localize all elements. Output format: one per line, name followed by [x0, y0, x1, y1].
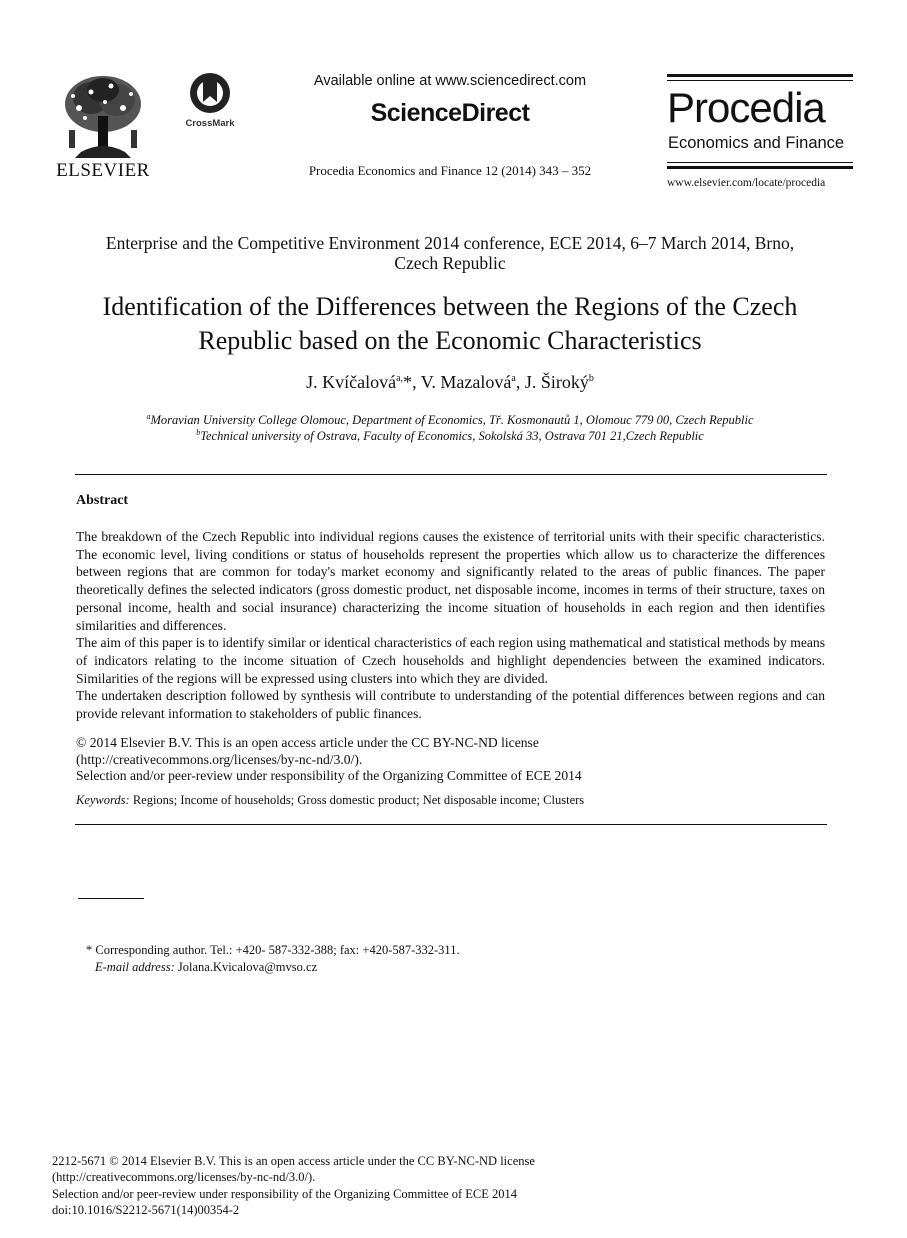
email-address[interactable]: Jolana.Kvicalova@mvso.cz [177, 959, 318, 974]
license-line-1: © 2014 Elsevier B.V. This is an open access article under the CC BY-NC-ND license [76, 735, 539, 750]
abstract-body [76, 528, 825, 723]
sciencedirect-logo[interactable]: ScienceDirect [370, 99, 530, 127]
procedia-top-thin-rule [667, 80, 853, 81]
author-separator: , [515, 372, 525, 392]
imprint-doi[interactable]: doi:10.1016/S2212-5671(14)00354-2 [52, 1202, 240, 1217]
keywords [76, 793, 825, 808]
procedia-bottom-rule [667, 166, 853, 169]
procedia-title: Procedia [667, 84, 825, 131]
affiliation-a [60, 412, 840, 428]
conference-line-1: Enterprise and the Competitive Environment 2014 conference, ECE 2014, 6–7 March 2014, Brno, [105, 233, 795, 253]
author-separator: , [412, 372, 421, 392]
procedia-bottom-thin-rule [667, 162, 853, 163]
keywords-text: Regions; Income of households; Gross domestic product; Net disposable income; Clusters [132, 793, 585, 807]
elsevier-tree-icon [61, 72, 145, 158]
abstract-top-rule [75, 474, 827, 475]
license-notice [76, 735, 825, 785]
author-name: J. Kvíčalová [306, 372, 397, 392]
imprint-issn-line: 2212-5671 © 2014 Elsevier B.V. This is an open access article under the CC BY-NC-ND license [52, 1154, 535, 1168]
abstract-paragraph: The undertaken description followed by synthesis will contribute to understanding of the potential differences between regions and can provide relevant information to stakeholders of public finances. [76, 688, 825, 722]
affiliation-sup: a [146, 412, 151, 421]
footnote-contact: * Corresponding author. Tel.: +420- 587-332-388; fax: +420-587-332-311. [86, 943, 460, 957]
procedia-subtitle: Economics and Finance [668, 134, 845, 152]
affiliation-text: Moravian University College Olomouc, Department of Economics, Tř. Kosmonautů 1, Olomouc 779 00, Czech Republic [150, 413, 754, 428]
affiliation-text: Technical university of Ostrava, Faculty of Economics, Sokolská 33, Ostrava 701 21,Czech Republic [200, 429, 704, 444]
abstract-heading: Abstract [76, 493, 129, 508]
imprint-review-line: Selection and/or peer-review under responsibility of the Organizing Committee of ECE 2014 [52, 1186, 518, 1201]
available-online-text[interactable]: Available online at www.sciencedirect.com [313, 73, 587, 89]
abstract-paragraph: The aim of this paper is to identify similar or identical characteristics of each region using mathematical and statistical methods by means of indicators relating to the income situation of Czech households and highlight dependencies between the examined indicators. Similarities of the regions will be expressed using clusters into which they are divided. [76, 635, 825, 686]
imprint-license-link[interactable]: (http://creativecommons.org/licenses/by-nc-nd/3.0/). [52, 1170, 316, 1185]
bottom-imprint [52, 1153, 752, 1218]
license-link[interactable]: (http://creativecommons.org/licenses/by-nc-nd/3.0/). [76, 751, 363, 767]
paper-title [60, 290, 840, 358]
elsevier-logo[interactable] [55, 72, 151, 182]
author-name: V. Mazalová [420, 372, 512, 392]
crossmark-label: CrossMark [185, 118, 235, 129]
journal-reference: Procedia Economics and Finance 12 (2014) 343 – 352 [308, 163, 592, 178]
corresponding-author-footnote [86, 942, 786, 975]
author-name: J. Široký [524, 372, 589, 392]
corresponding-mark[interactable]: * [403, 372, 413, 392]
footnote-rule [78, 898, 144, 899]
procedia-url[interactable]: www.elsevier.com/locate/procedia [667, 177, 826, 189]
conference-line-2: Czech Republic [394, 253, 506, 273]
affiliation-b [60, 428, 840, 444]
author-affil-sup: b [588, 373, 594, 384]
elsevier-wordmark: ELSEVIER [56, 160, 150, 181]
title-line-1: Identification of the Differences between the Regions of the Czech [102, 292, 798, 321]
author-affil-sup: a, [396, 373, 404, 384]
affiliation-sup: b [196, 428, 201, 437]
license-line-3: Selection and/or peer-review under responsibility of the Organizing Committee of ECE 2014 [76, 768, 582, 783]
email-label: E-mail address: [95, 959, 175, 974]
procedia-masthead [667, 74, 855, 194]
author-list [60, 372, 840, 393]
procedia-top-rule [667, 74, 853, 77]
author-affil-sup: a [511, 373, 516, 384]
footnote-email-line [86, 959, 786, 976]
conference-info [60, 233, 840, 273]
title-line-2: Republic based on the Economic Characteristics [198, 326, 702, 355]
keywords-label: Keywords: [76, 793, 130, 807]
keywords-bottom-rule [75, 824, 827, 825]
abstract-paragraph: The breakdown of the Czech Republic into individual regions causes the existence of territorial units with their specific characteristics. The economic level, living conditions or status of households represent the properties which allow us to characterize the differences between regions that are common for today's market economy and significantly related to the areas of public finances. The paper theoretically defines the selected indicators (gross domestic product, net disposable income, incomes in terms of their structure, taxes on personal income, health and social insurance) characterizing the income situation of households in each region and then identifies similarities and differences. [76, 529, 825, 633]
